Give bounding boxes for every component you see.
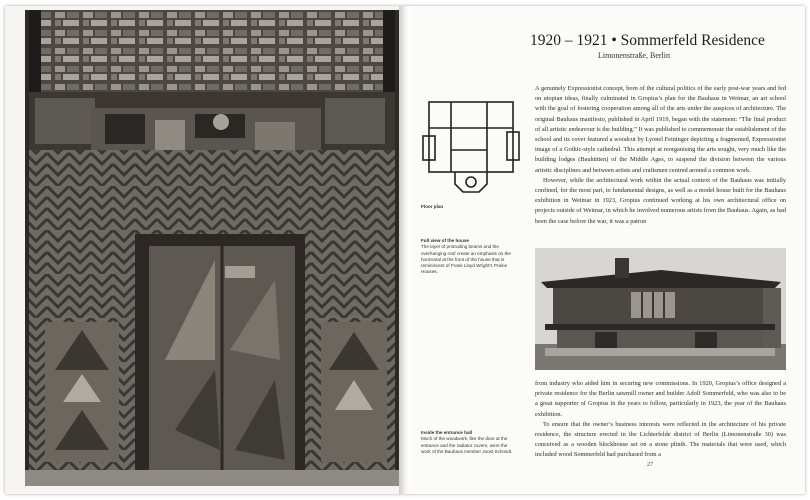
caption-text: Much of the woodwork, like the door at the entrance and the radiator covers, were the work of the Bauhaus member Joost Schmidt.: [421, 436, 513, 454]
right-page: [411, 6, 805, 494]
floor-plan-drawing: [421, 92, 523, 202]
caption-floor-plan: [421, 204, 517, 210]
book-spine: [399, 6, 411, 494]
left-page: [5, 6, 405, 494]
caption-house-view: [421, 238, 517, 276]
entrance-hall-photo: [25, 10, 399, 486]
caption-heading: Inside the entrance hall: [421, 430, 473, 435]
page-number: 27: [647, 462, 653, 468]
paragraph: from industry who aided him in securing new commissions. In 1920, Gropius’s office designed a private residence for the Berlin sawmill owner and builder Adolf Sommerfeld, who was also to be a great supporter of Gropius in the years to follow, particularly in 1923, the year of the Bauhaus exhibition.: [535, 380, 786, 418]
paragraph: However, while the architectural work within the actual context of the Bauhaus was initially confined, for the most part, to fundamental designs, as well as a model house built for the Bauhaus exhibition in Weimar in 1923, Gropius continued working at his own architectural office on projects outside of Weimar, in which he involved numerous artists from the Bauhaus. Again, as had been the case before the war, it was a patron: [535, 176, 786, 225]
caption-entrance-hall: [421, 430, 517, 455]
page-subtitle: Limonenstraße, Berlin: [598, 51, 670, 60]
caption-heading: Floor plan: [421, 204, 444, 209]
caption-heading: Full view of the house: [421, 238, 469, 243]
book-spread: [5, 6, 805, 494]
page-title: 1920 – 1921 • Sommerfeld Residence: [530, 32, 765, 49]
paragraph: To ensure that the owner’s business interests were reflected in the architecture of his private residence, the structure erected in the Lichterfelde district of Berlin (Limonenstraße 30) was conceived as a wooden blockhouse set on a stone plinth. The materials that were used, which included wood Sommerfeld had purchased from a: [535, 420, 786, 459]
sommerfeld-house-photo: [535, 248, 786, 370]
paragraph: A genuinely Expressionist concept, born of the cultural politics of the early post-war years and fed on utopian ideas, finally culminated in Gropius’s plan for the Bauhaus in Weimar, an art school with the goal of fostering cooperation among all of the arts under the auspices of architecture. The original Bauhaus manifesto, published in April 1919, began with the statement: “The final product of all artistic endeavour is the building.” It was published to commemorate the establishment of the school and its cover featured a woodcut by Lyonel Feininger depicting a fragmented, Expressionist image of a Gothic-style cathedral. This attempt at reorganising the arts sought, very much like the building lodges (Bauhütten) of the Middle Ages, to suspend the division between the various artistic disciplines and between artists and craftsmen centred around a common work.: [535, 85, 786, 174]
caption-text: The layer of protruding beams and the overhanging roof create an emphasis on the horizontal at the front of the house that is reminiscent of Frank Lloyd Wright’s Prairie Houses.: [421, 244, 511, 275]
body-text-lower: [535, 379, 786, 461]
body-text-upper: [535, 84, 786, 227]
